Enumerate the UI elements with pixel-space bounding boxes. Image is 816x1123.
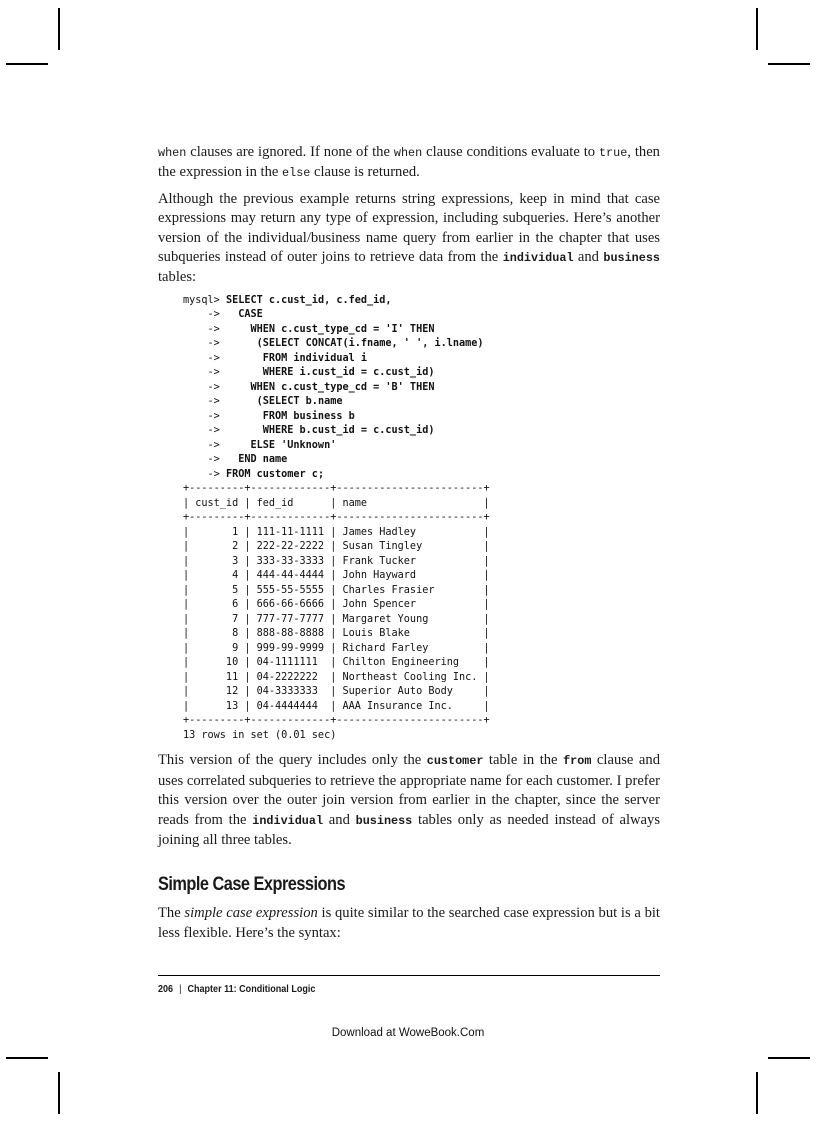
code-command: FROM customer c;	[225, 468, 325, 480]
code-line	[183, 526, 660, 541]
code-line	[183, 497, 660, 512]
code-line	[183, 627, 660, 642]
code-command: FROM individual i	[262, 352, 368, 364]
code-prompt: ->	[183, 468, 226, 480]
code-line	[183, 511, 660, 526]
code-line	[183, 337, 660, 352]
code-line	[183, 424, 660, 439]
code-line	[183, 598, 660, 613]
code-line	[183, 584, 660, 599]
paragraph-when-clauses: when clauses are ignored. If none of the when clause conditions evaluate to true, then the expression in the else clause is returned.	[158, 144, 660, 181]
code-prompt: +---------+-------------+------------------------+	[183, 512, 490, 524]
code-line	[183, 700, 660, 715]
inline-code-customer: customer	[426, 754, 484, 769]
code-prompt: ->	[183, 396, 257, 408]
section-heading: Simple Case Expressions	[158, 874, 346, 896]
code-prompt: | 11 | 04-2222222 | Northeast Cooling Inc. |	[183, 671, 490, 683]
code-command: SELECT c.cust_id, c.fed_id,	[225, 294, 392, 306]
code-line	[183, 453, 660, 468]
code-line	[183, 323, 660, 338]
code-line	[183, 410, 660, 425]
code-command: (SELECT CONCAT(i.fname, ' ', i.lname)	[256, 338, 484, 350]
code-line	[183, 381, 660, 396]
code-line	[183, 569, 660, 584]
code-command: (SELECT b.name	[256, 396, 343, 408]
code-line	[183, 352, 660, 367]
code-command: FROM business b	[262, 410, 355, 422]
code-prompt: +---------+-------------+------------------------+	[183, 483, 490, 495]
code-prompt: | 7 | 777-77-7777 | Margaret Young |	[183, 613, 490, 625]
code-prompt: ->	[183, 381, 251, 393]
code-prompt: | 8 | 888-88-8888 | Louis Blake |	[183, 628, 490, 640]
crop-mark-top-right	[756, 8, 758, 50]
download-note: Download at WoweBook.Com	[331, 1027, 485, 1039]
code-command: CASE	[238, 309, 263, 321]
page-footer	[158, 983, 315, 995]
inline-code-business: business	[355, 813, 413, 828]
code-line	[183, 642, 660, 657]
code-prompt: | 13 | 04-4444444 | AAA Insurance Inc. |	[183, 700, 490, 712]
code-prompt: | 5 | 555-55-5555 | Charles Frasier |	[183, 584, 490, 596]
code-command: END name	[238, 454, 288, 466]
crop-mark-top-right-h	[768, 63, 810, 65]
code-prompt: ->	[183, 323, 251, 335]
code-line	[183, 714, 660, 729]
code-prompt: | 4 | 444-44-4444 | John Hayward |	[183, 570, 490, 582]
code-line	[183, 555, 660, 570]
paragraph-simple-case: The simple case expression is quite similar to the searched case expression but is a bit less flexible. Here’s the syntax:	[158, 905, 660, 941]
code-line	[183, 294, 660, 309]
code-line	[183, 468, 660, 483]
code-command: WHEN c.cust_type_cd = 'I' THEN	[250, 323, 435, 335]
code-prompt: ->	[183, 352, 263, 364]
code-command: WHERE b.cust_id = c.cust_id)	[262, 425, 435, 437]
inline-code-individual: individual	[502, 251, 574, 266]
paragraph-subqueries: Although the previous example returns string expressions, keep in mind that case expressions may return any type of expression, including subqueries. Here’s another version of the individual/business name query from earlier in the chapter that uses subqueries instead of outer joins to retrieve data from the individual and business tables:	[158, 190, 660, 286]
paragraph-correlated: This version of the query includes only the customer table in the from clause and uses correlated subqueries to retrieve the appropriate name for each customer. I prefer this version over the outer join version from earlier in the chapter, since the server reads from the individual and business tables only as needed instead of always joining all three tables.	[158, 752, 660, 848]
code-line	[183, 540, 660, 555]
code-line	[183, 671, 660, 686]
code-line	[183, 482, 660, 497]
code-prompt: | 2 | 222-22-2222 | Susan Tingley |	[183, 541, 490, 553]
footer-separator: |	[179, 983, 182, 995]
inline-code-individual: individual	[252, 813, 324, 828]
code-prompt: ->	[183, 454, 239, 466]
code-prompt: mysql>	[183, 294, 226, 306]
code-command: ELSE 'Unknown'	[250, 439, 337, 451]
code-prompt: ->	[183, 367, 263, 379]
crop-mark-bottom-left	[58, 1072, 60, 1114]
code-prompt: +---------+-------------+------------------------+	[183, 715, 490, 727]
code-prompt: ->	[183, 309, 239, 321]
page-number: 206	[158, 983, 174, 995]
crop-mark-top-left	[58, 8, 60, 50]
code-prompt: | 9 | 999-99-9999 | Richard Farley |	[183, 642, 490, 654]
inline-code-true: true	[598, 146, 628, 160]
code-prompt: | 1 | 111-11-1111 | James Hadley |	[183, 526, 490, 538]
inline-code-when: when	[393, 146, 423, 160]
code-prompt: ->	[183, 338, 257, 350]
code-prompt: | cust_id | fed_id | name |	[183, 497, 490, 509]
code-example	[183, 294, 660, 744]
code-command: WHEN c.cust_type_cd = 'B' THEN	[250, 381, 435, 393]
code-prompt: 13 rows in set (0.01 sec)	[183, 729, 337, 741]
code-prompt: | 10 | 04-1111111 | Chilton Engineering |	[183, 657, 490, 669]
crop-mark-bottom-right	[756, 1072, 758, 1114]
crop-mark-bottom-left-h	[6, 1057, 48, 1059]
footer-rule	[158, 975, 660, 976]
code-line	[183, 366, 660, 381]
code-prompt: | 6 | 666-66-6666 | John Spencer |	[183, 599, 490, 611]
emphasis-term: simple case expression	[184, 905, 318, 922]
page-content	[158, 143, 660, 949]
code-line	[183, 729, 660, 744]
code-prompt: ->	[183, 425, 263, 437]
code-line	[183, 308, 660, 323]
inline-code-business: business	[603, 251, 660, 266]
crop-mark-top-left-h	[6, 63, 48, 65]
chapter-title: Chapter 11: Conditional Logic	[187, 983, 316, 995]
code-line	[183, 656, 660, 671]
code-prompt: | 12 | 04-3333333 | Superior Auto Body |	[183, 686, 490, 698]
code-line	[183, 613, 660, 628]
inline-code-else: else	[282, 166, 311, 181]
code-prompt: | 3 | 333-33-3333 | Frank Tucker |	[183, 555, 490, 567]
code-line	[183, 439, 660, 454]
code-line	[183, 395, 660, 410]
code-command: WHERE i.cust_id = c.cust_id)	[262, 367, 435, 379]
code-prompt: ->	[183, 410, 263, 422]
inline-code-when: when	[158, 146, 187, 160]
code-line	[183, 685, 660, 700]
inline-code-from: from	[563, 754, 592, 769]
crop-mark-bottom-right-h	[768, 1057, 810, 1059]
code-prompt: ->	[183, 439, 251, 451]
